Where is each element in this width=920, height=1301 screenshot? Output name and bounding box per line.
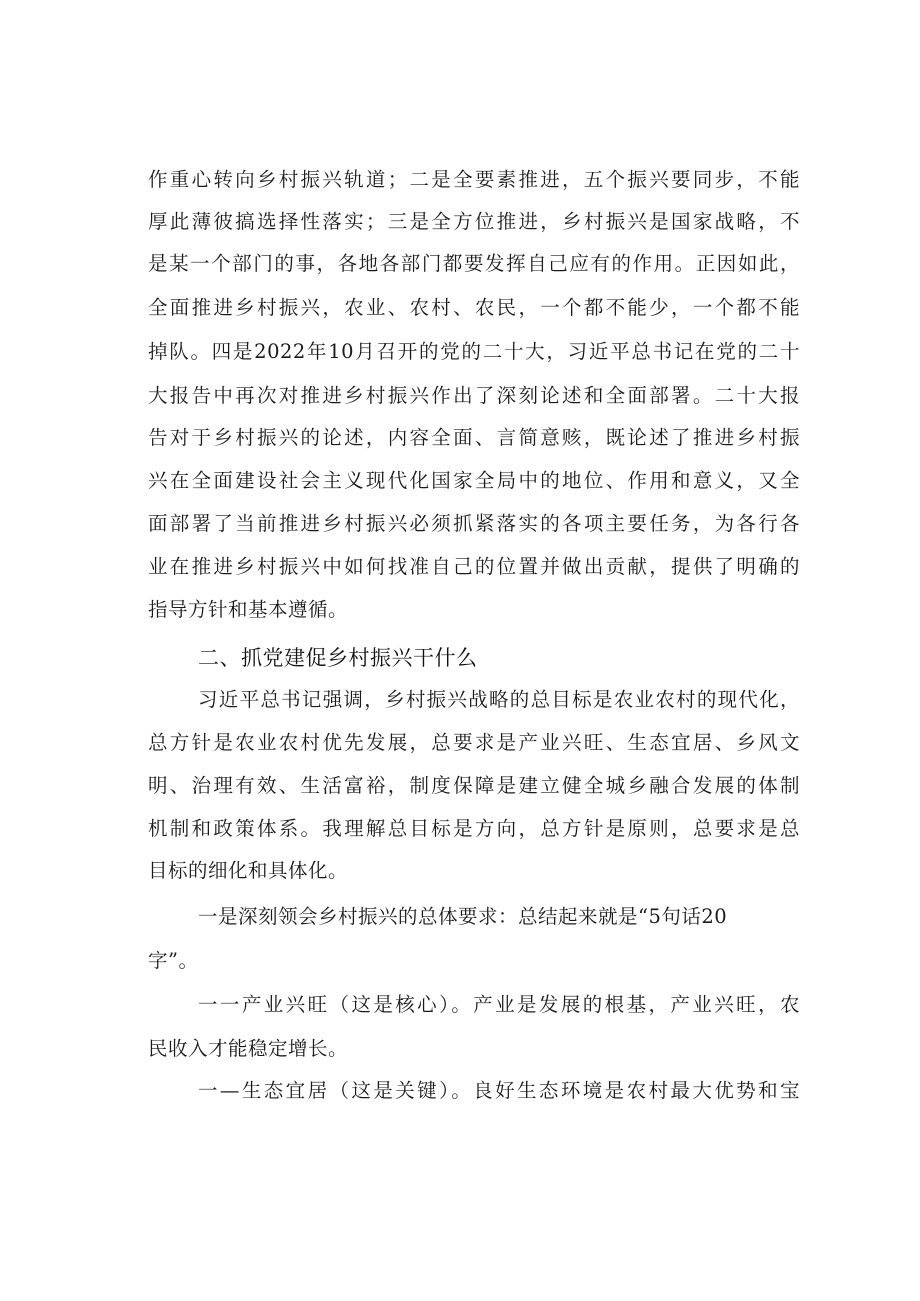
body-text-line: 机制和政策体系。我理解总目标是方向，总方针是原则，总要求是总 — [148, 817, 800, 840]
body-text-line: 一—生态宜居（这是关键）。良好生态环境是农村最大优势和宝 — [198, 1079, 800, 1102]
body-text-line: 字”。 — [148, 949, 199, 972]
body-text-line: 掉队。四是2022年10月召开的党的二十大，习近平总书记在党的二十 — [148, 340, 800, 363]
body-text-line: 一一产业兴旺（这是核心）。产业是发展的根基，产业兴旺，农 — [198, 993, 800, 1016]
body-text-line: 一是深刻领会乡村振兴的总体要求：总结起来就是“5句话20 — [198, 905, 728, 928]
body-text-line: 作重心转向乡村振兴轨道；二是全要素推进，五个振兴要同步，不能 — [148, 168, 800, 191]
section-heading: 二、抓党建促乡村振兴干什么 — [198, 646, 478, 670]
body-text-line: 全面推进乡村振兴，农业、农村、农民，一个都不能少，一个都不能 — [148, 296, 800, 319]
body-text-line: 厚此薄彼搞选择性落实；三是全方位推进，乡村振兴是国家战略，不 — [148, 210, 800, 233]
body-text-line: 业在推进乡村振兴中如何找准自己的位置并做出贡献，提供了明确的 — [148, 555, 800, 578]
body-text-line: 告对于乡村振兴的论述，内容全面、言简意赅，既论述了推进乡村振 — [148, 426, 800, 449]
body-text-line: 面部署了当前推进乡村振兴必须抓紧落实的各项主要任务，为各行各 — [148, 512, 800, 535]
body-text-line: 习近平总书记强调，乡村振兴战略的总目标是农业农村的现代化， — [198, 688, 800, 711]
body-text-line: 总方针是农业农村优先发展，总要求是产业兴旺、生态宜居、乡风文 — [148, 731, 800, 754]
body-text-line: 大报告中再次对推进乡村振兴作出了深刻论述和全面部署。二十大报 — [148, 384, 800, 407]
body-text-line: 指导方针和基本遵循。 — [148, 598, 349, 621]
body-text-line: 目标的细化和具体化。 — [148, 859, 349, 882]
body-text-line: 民收入才能稳定增长。 — [148, 1037, 349, 1060]
body-text-line: 兴在全面建设社会主义现代化国家全局中的地位、作用和意义，又全 — [148, 469, 800, 492]
body-text-line: 是某一个部门的事，各地各部门都要发挥自己应有的作用。正因如此， — [148, 252, 800, 275]
body-text-line: 明、治理有效、生活富裕，制度保障是建立健全城乡融合发展的体制 — [148, 774, 800, 797]
